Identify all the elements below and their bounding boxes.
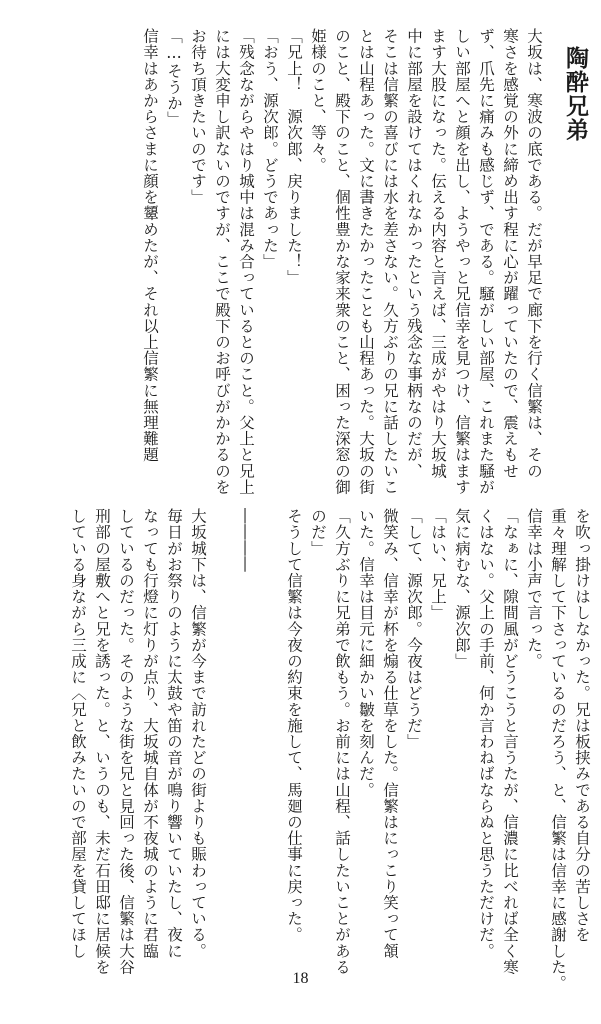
text-column: しい部屋へと顔を出し、ようやっと兄信幸を見つけ、信繁はます: [453, 28, 471, 495]
text-column: 信幸はあからさまに顔を顰めたが、それ以上信繁に無理難題: [141, 28, 159, 463]
dialogue-column: 「はい、兄上」: [429, 508, 447, 621]
text-column: 寒さを感覚の外に締め出す程に心が躍っていたので、震えもせ: [501, 28, 519, 479]
dialogue-column: 「…そうか」: [165, 28, 183, 128]
text-column: そこは信繁の喜びには水を差さない。久方ぶりの兄に話したいこ: [381, 28, 399, 495]
dialogue-column: くはない。父上の手前、何か言わねばならぬと思うただけだ。: [477, 508, 495, 959]
text-column: 刑部の屋敷へと兄を誘った。と、いうのも、未だ石田邸に居候を: [93, 508, 111, 975]
dialogue-column: のだ」: [309, 508, 327, 557]
text-column: 信幸は小声で言った。: [525, 508, 543, 669]
page-number: 18: [292, 970, 309, 987]
text-column: 姫様のこと、等々。: [309, 28, 327, 173]
dialogue-column: 「兄上！ 源次郎、戻りました！」: [285, 28, 303, 286]
text-column: 大坂城下は、信繁が今まで訪れたどの街よりも賑わっている。: [189, 508, 207, 959]
text-column: とは山程あった。文に書きたかったことも山程あった。大坂の街: [357, 28, 375, 495]
dialogue-column: 「久方ぶりに兄弟で飲もう。お前には山程、話したいことがある: [333, 508, 351, 975]
text-column: 毎日がお祭りのように太鼓や笛の音が鳴り響いていたし、夜に: [165, 508, 183, 959]
text-column: ず、爪先に痛みも感じず、である。騒がしい部屋、これまた騒が: [477, 28, 495, 495]
text-column: 大坂は、寒波の底である。だが早足で廊下を行く信繁は、その: [525, 28, 543, 479]
dialogue-column: 「なぁに、隙間風がどうこうと言うたが、信濃に比べれば全く寒: [501, 508, 519, 975]
dialogue-column: お待ち頂きたいのです」: [189, 28, 207, 206]
dialogue-column: 「残念ながらやはり城中は混み合っているとのこと。父上と兄上: [237, 28, 255, 495]
dialogue-column: 「おう、源次郎。どうであった」: [261, 28, 279, 270]
text-column: 中に部屋を設けてはくれなかったという残念な事柄なのだが、: [405, 28, 423, 479]
text-column: ます大股になった。伝える内容と言えば、三成がやはり大坂城: [429, 28, 447, 479]
dialogue-column: には大変申し訳ないのですが、ここで殿下のお呼びがかかるのを: [213, 28, 231, 495]
dialogue-column: 気に病むな、源次郎」: [453, 508, 471, 669]
text-column: している身ながら三成に〈兄と飲みたいので部屋を貸してほし: [69, 508, 87, 959]
text-column: を吹っ掛けはしなかった。兄は板挟みである自分の苦しさを: [573, 508, 591, 943]
text-column: 微笑み、信幸が杯を煽る仕草をした。信繁はにっこり笑って頷: [381, 508, 399, 959]
text-column: いた。信幸は目元に細かい皺を刻んだ。: [357, 508, 375, 798]
chapter-title: 陶酔兄弟: [562, 46, 589, 142]
text-column: のこと、殿下のこと、個性豊かな家来衆のこと、困った深窓の御: [333, 28, 351, 495]
text-column: なっても行燈に灯りが点り、大坂城自体が不夜城のように君臨: [141, 508, 159, 959]
dialogue-column: 「して、源次郎。今夜はどうだ」: [405, 508, 423, 750]
text-column: しているのだった。そのような街を兄と見回った後、信繁は大谷: [117, 508, 135, 975]
text-column: そうして信繁は今夜の約束を施して、馬廻の仕事に戻った。: [285, 508, 303, 943]
scene-break: ――――: [237, 508, 255, 573]
text-column: 重々理解して下さっているのだろう、と、信繁は信幸に感謝した。: [549, 508, 567, 991]
